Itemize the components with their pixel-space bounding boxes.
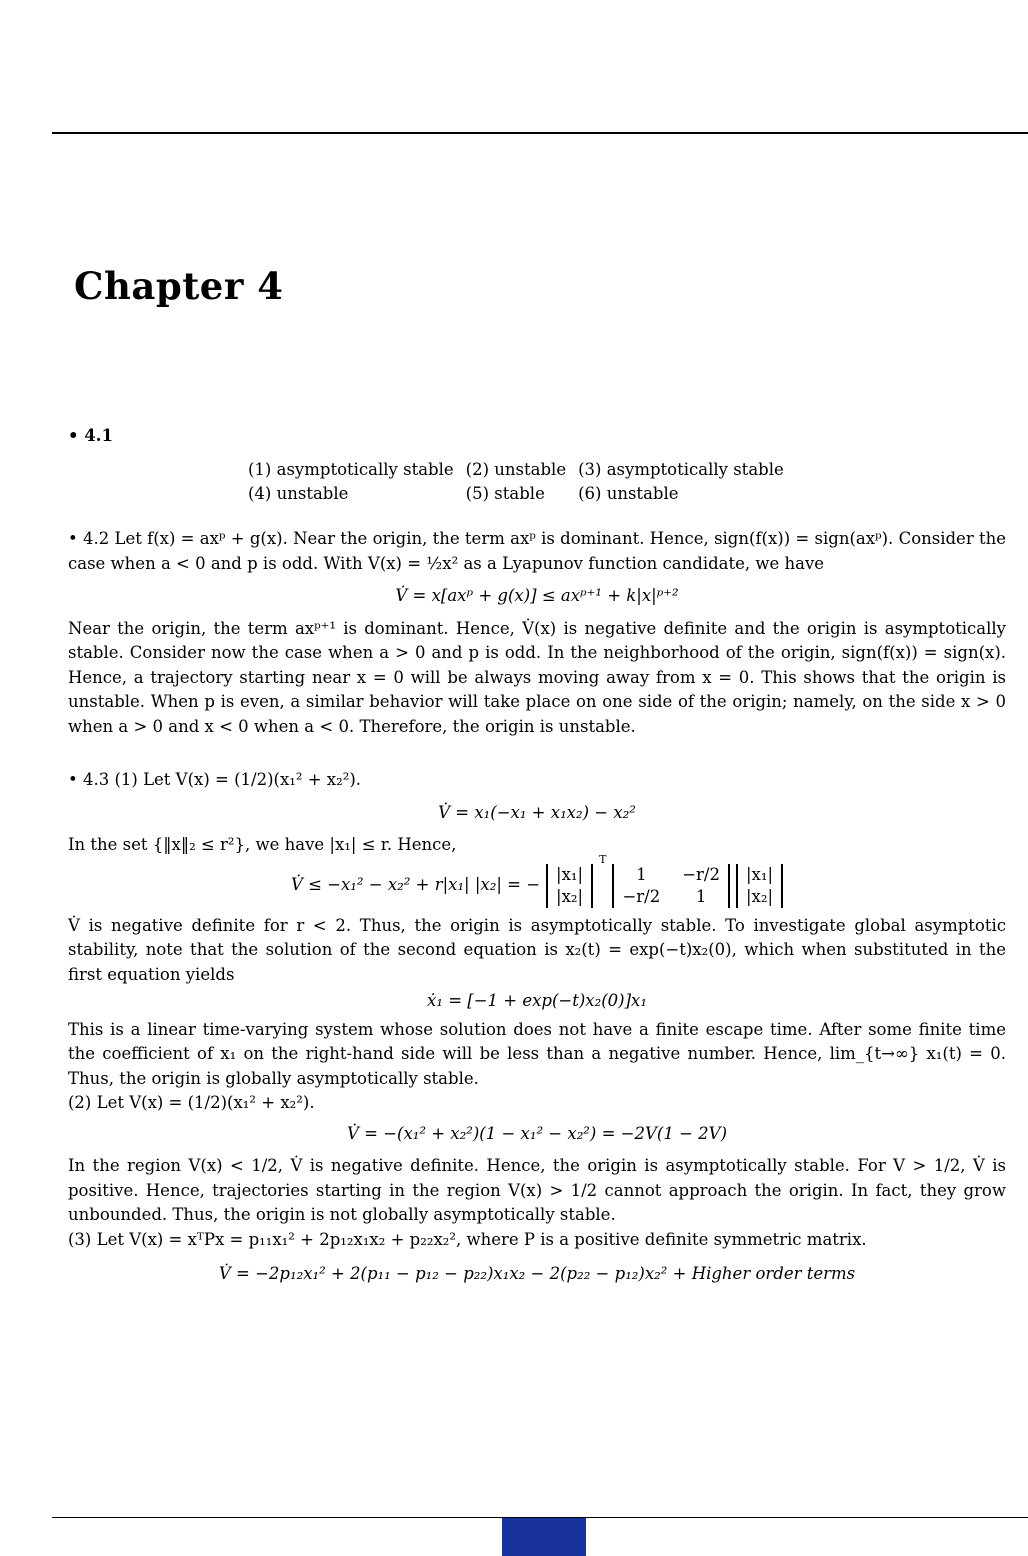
answer-cell: (6) unstable [578,484,679,503]
equation: V̇ = x₁(−x₁ + x₁x₂) − x₂² [438,802,636,822]
section-4-2 [68,527,1006,739]
paragraph: In the region V(x) < 1/2, V̇ is negative definite. Hence, the origin is asymptotically stable. For V > 1/2, V̇ is positive. Hence, trajectories starting in the region V(x) > 1/2 cannot approach the origin. In fact, they grow unbounded. Thus, the origin is not globally asymptotically stable. [68,1156,1006,1224]
vector-entry: |x₁| [746,864,774,884]
answer-cell: (4) unstable [248,484,349,503]
answer-cell: (5) stable [465,484,545,503]
vector-entry: |x₂| [556,886,584,906]
answer-cell: (2) unstable [465,460,567,479]
matrix-entry: 1 [695,886,707,906]
section-4-1 [68,424,1006,449]
equation: V̇ = −(x₁² + x₂²)(1 − x₁² − x₂²) = −2V(1 − 2V) [346,1123,728,1143]
paragraph: • 4.3 (1) Let V(x) = (1/2)(x₁² + x₂²). [68,770,362,789]
matrix-bracket [612,864,730,908]
vector-entry: |x₁| [556,864,584,884]
vector-bracket [546,864,593,908]
page-number-marker [502,1518,586,1556]
answers-row [248,482,796,506]
paragraph: (2) Let V(x) = (1/2)(x₁² + x₂²). [68,1093,315,1112]
paragraph: V̇ is negative definite for r < 2. Thus, the origin is asymptotically stable. To investigate global asymptotic stability, note that the solution of the second equation is x₂(t) = exp(−t)x₂(0), which when substituted in the first equation yields [68,915,1006,984]
paragraph: In the set {‖x‖₂ ≤ r²}, we have |x₁| ≤ r. Hence, [68,835,457,854]
equation: V̇ = −2p₁₂x₁² + 2(p₁₁ − p₁₂ − p₂₂)x₁x₂ − 2(p₂₂ − p₁₂)x₂² + Higher order terms [218,1264,856,1283]
equation-lhs: V̇ ≤ −x₁² − x₂² + r|x₁| |x₂| = − [290,875,541,895]
answers-row [248,458,796,482]
matrix-inequality: V̇ ≤ −x₁² − x₂² + r|x₁| |x₂| = − |x₁| |x₂| T 1 −r/2 −r/2 1 |x₁| |x₂| [68,864,1006,908]
matrix-entry: −r/2 [622,886,661,906]
equation: V̇ = x[axᵖ + g(x)] ≤ axᵖ⁺¹ + k|x|ᵖ⁺² [395,586,679,605]
matrix-entry: 1 [636,864,647,884]
section-heading-4-1: • 4.1 [68,426,113,445]
answer-cell: (3) asymptotically stable [578,460,784,479]
paragraph: This is a linear time-varying system whose solution does not have a finite escape time. After some finite time the coefficient of x₁ on the right-hand side will be less than a negative number. Hence, lim_{t→∞} x₁(t) = 0. Thus, the origin is globally asymptotically stable. [68,1019,1006,1088]
paragraph: (3) Let V(x) = xᵀPx = p₁₁x₁² + 2p₁₂x₁x₂ + p₂₂x₂², where P is a positive definite symmetric matrix. [68,1229,867,1249]
answer-cell: (1) asymptotically stable [248,460,454,479]
header-rule [52,132,1028,134]
matrix-entry: −r/2 [682,864,720,884]
equation: ẋ₁ = [−1 + exp(−t)x₂(0)]x₁ [427,991,647,1010]
chapter-title: Chapter 4 [74,264,284,308]
vector-entry: |x₂| [746,886,774,906]
section-4-3 [68,768,1006,1287]
paragraph: • 4.2 Let f(x) = axᵖ + g(x). Near the origin, the term axᵖ is dominant. Hence, sign(f(x)) = sign(axᵖ). Consider the case when a < 0 and p is odd. With V(x) = ½x² as a Lyapunov function candidate, we have [68,529,1006,573]
paragraph: Near the origin, the term axᵖ⁺¹ is dominant. Hence, V̇(x) is negative definite and the origin is asymptotically stable. Consider now the case when a > 0 and p is odd. In the neighborhood of the origin, sign(f(x)) = sign(x). Hence, a trajectory starting near x = 0 will be always moving away from x = 0. This shows that the origin is unstable. When p is even, a similar behavior will take place on one side of the origin; namely, on the side x > 0 when a > 0 and x < 0 when a < 0. Therefore, the origin is unstable. [68,618,1006,736]
answers-table [248,458,796,506]
vector-bracket [736,864,783,908]
